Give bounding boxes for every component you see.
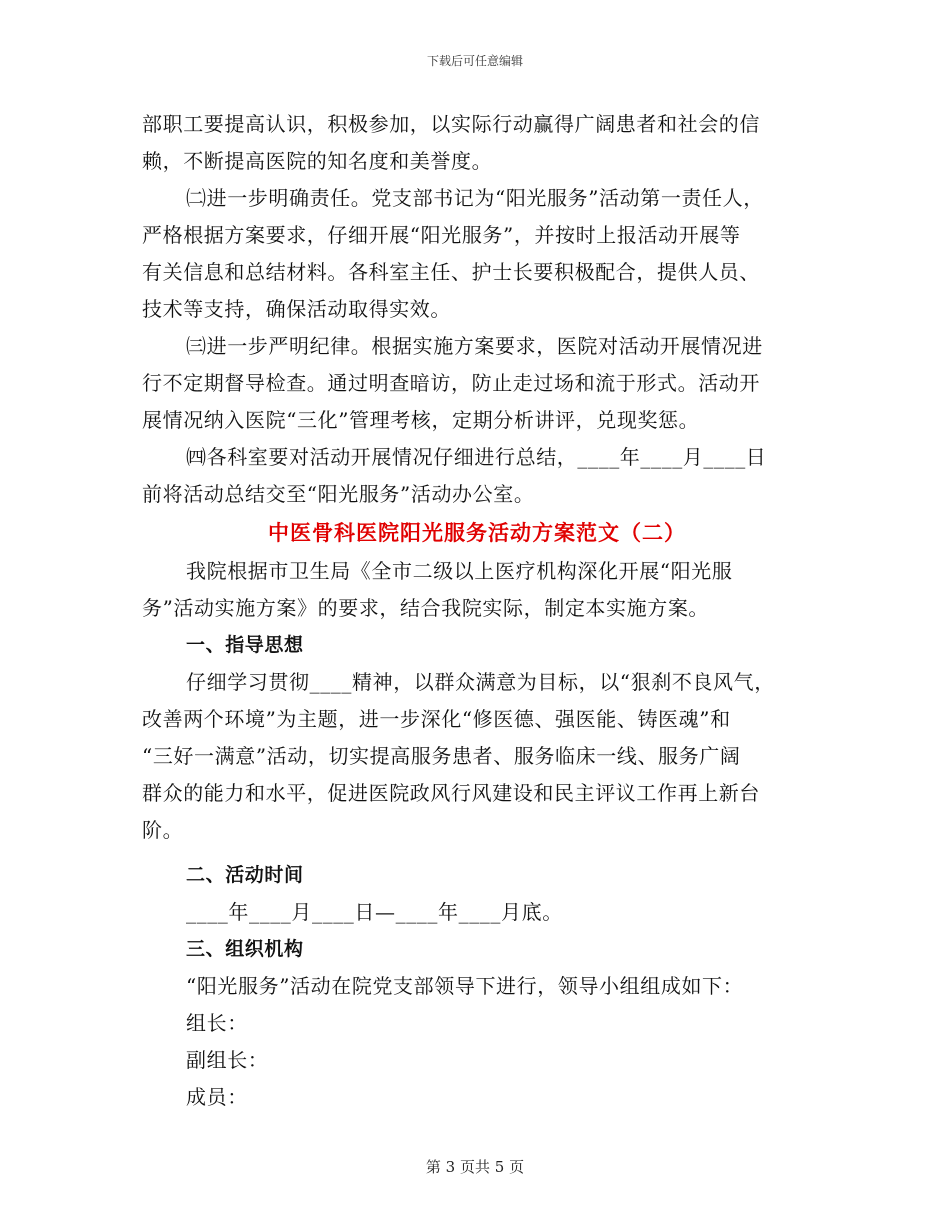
paragraph-line: 组长： xyxy=(186,1011,248,1035)
paragraph-line: 技术等支持，确保活动取得实效。 xyxy=(142,297,451,321)
paragraph-line: 展情况纳入医院“三化”管理考核，定期分析讲评，兑现奖惩。 xyxy=(142,408,700,432)
paragraph-line: ㈢进一步严明纪律。根据实施方案要求，医院对活动开展情况进 xyxy=(186,334,763,358)
paragraph-line: 行不定期督导检查。通过明查暗访，防止走过场和流于形式。活动开 xyxy=(142,371,760,395)
paragraph-line: “阳光服务”活动在院党支部领导下进行，领导小组组成如下： xyxy=(186,974,744,998)
section-title: 中医骨科医院阳光服务活动方案范文（二） xyxy=(268,520,686,545)
paragraph-line: 群众的能力和水平，促进医院政风行风建设和民主评议工作再上新台 xyxy=(142,781,760,805)
paragraph-line: 仔细学习贯彻____精神，以群众满意为目标，以“狠刹不良风气， xyxy=(186,670,775,694)
page-header: 下载后可任意编辑 xyxy=(426,54,523,68)
paragraph-line: ____年____月____日—____年____月底。 xyxy=(186,900,563,924)
section-heading-activity-time: 二、活动时间 xyxy=(186,864,304,886)
paragraph-line: 我院根据市卫生局《全市二级以上医疗机构深化开展“阳光服 xyxy=(186,559,733,583)
paragraph-line: ㈡进一步明确责任。党支部书记为“阳光服务”活动第一责任人， xyxy=(186,186,764,210)
paragraph-line: 改善两个环境”为主题，进一步深化“修医德、强医能、铸医魂”和 xyxy=(142,707,731,731)
paragraph-line: 严格根据方案要求，仔细开展“阳光服务”，并按时上报活动开展等 xyxy=(142,223,741,247)
paragraph-line: 部职工要提高认识，积极参加，以实际行动赢得广阔患者和社会的信 xyxy=(142,112,760,136)
section-heading-organization: 三、组织机构 xyxy=(186,938,304,960)
paragraph-line: 有关信息和总结材料。各科室主任、护士长要积极配合，提供人员、 xyxy=(142,260,760,284)
page-footer: 第 3 页共 5 页 xyxy=(425,1158,525,1176)
paragraph-line: 前将活动总结交至“阳光服务”活动办公室。 xyxy=(142,482,535,506)
paragraph-line: 阶。 xyxy=(142,818,184,842)
paragraph-line: 副组长： xyxy=(186,1048,269,1072)
paragraph-line: “三好一满意”活动，切实提高服务患者、服务临床一线、服务广阔 xyxy=(142,744,741,768)
paragraph-line: ㈣各科室要对活动开展情况仔细进行总结，____年____月____日 xyxy=(186,445,767,469)
spacer xyxy=(142,849,812,857)
paragraph-line: 成员： xyxy=(186,1085,248,1109)
section-heading-guiding-ideology: 一、指导思想 xyxy=(186,634,304,656)
paragraph-line: 赖，不断提高医院的知名度和美誉度。 xyxy=(142,149,493,173)
document-body xyxy=(142,106,812,1116)
paragraph-line: 务”活动实施方案》的要求，结合我院实际，制定本实施方案。 xyxy=(142,596,710,620)
